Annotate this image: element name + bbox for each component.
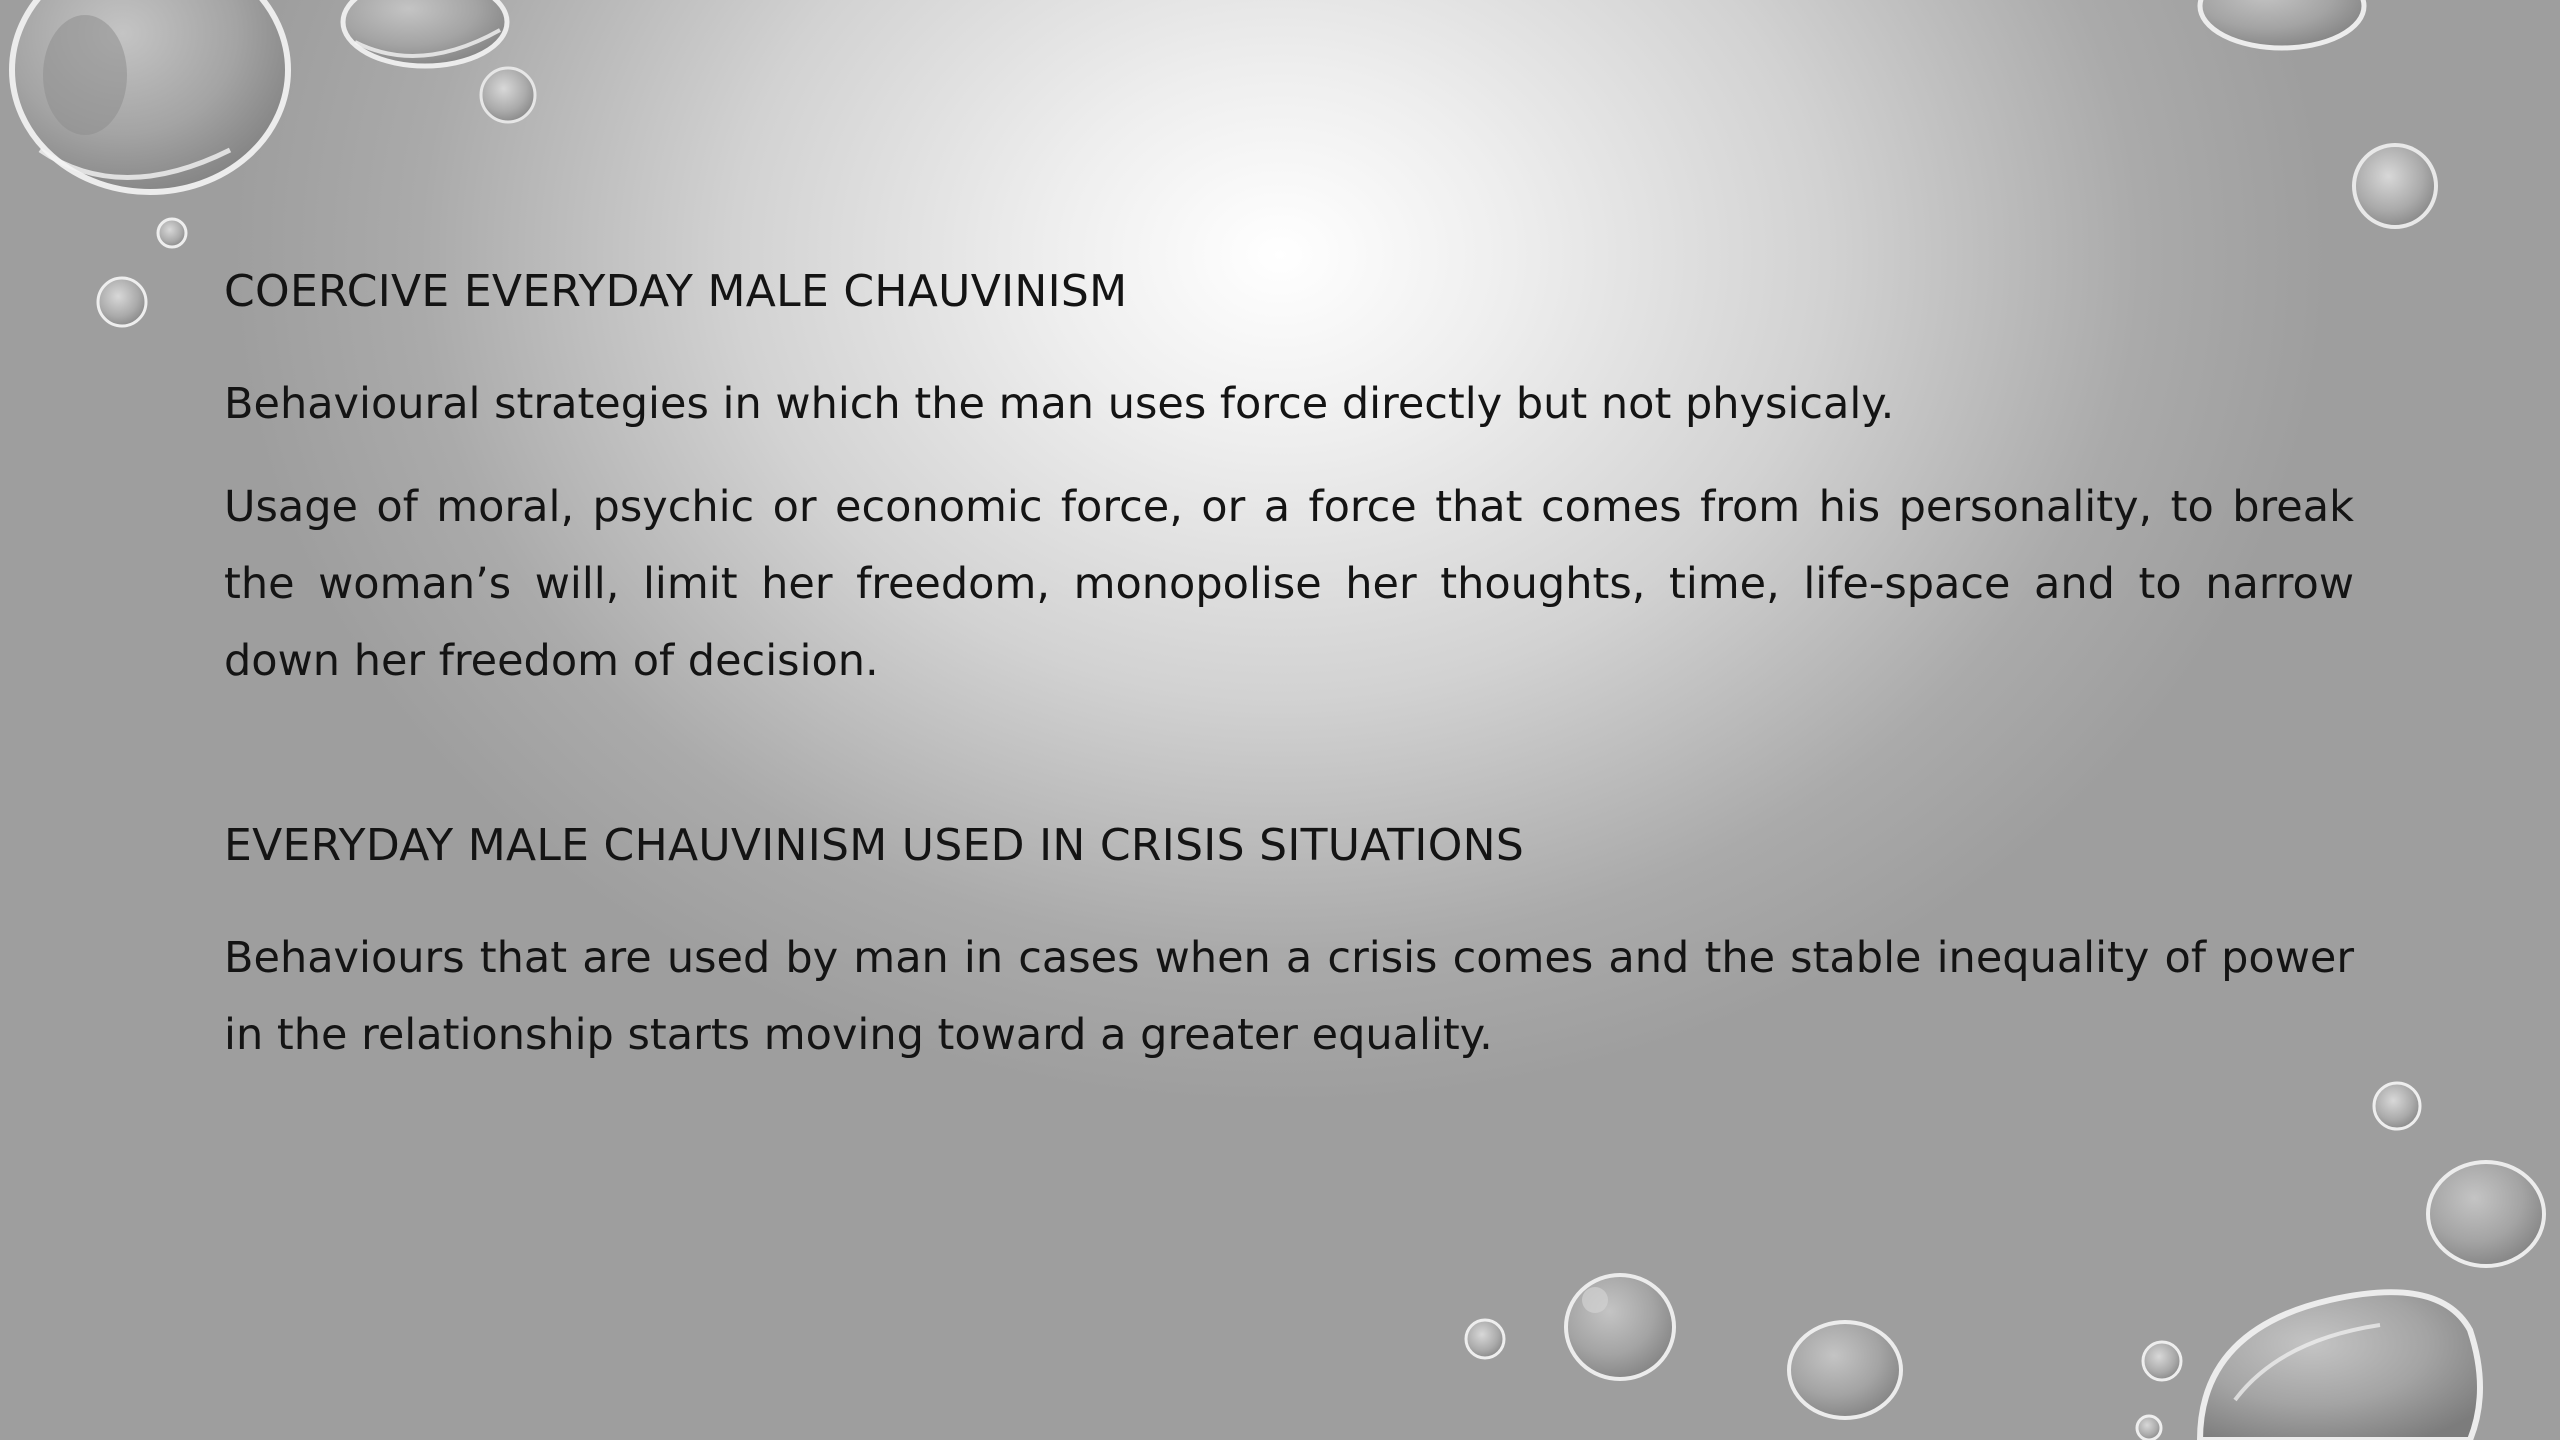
- droplet: [158, 219, 186, 247]
- droplet: [2354, 145, 2436, 227]
- section-paragraph: Behaviours that are used by man in cases when a crisis comes and the stable inequality of power in the relationship starts moving toward a greater equality.: [224, 933, 2354, 1060]
- section-crisis: [224, 816, 2354, 1074]
- section-coercive: [224, 262, 2354, 700]
- droplet: [2200, 1292, 2480, 1440]
- droplet: [12, 0, 288, 192]
- droplet: [2428, 1162, 2544, 1266]
- droplet: [2143, 1342, 2181, 1380]
- section-paragraph: Usage of moral, psychic or economic force, or a force that comes from his personality, to break the woman’s will, limit her freedom, monopolise her thoughts, time, life-space and to narrow down her freedom of decision.: [224, 482, 2354, 686]
- droplet: [1566, 1275, 1674, 1379]
- droplet: [1789, 1322, 1901, 1418]
- section-heading: COERCIVE EVERYDAY MALE CHAUVINISM: [224, 266, 1128, 317]
- droplet: [481, 68, 535, 122]
- droplet: [2374, 1083, 2420, 1129]
- section-paragraph: Behavioural strategies in which the man uses force directly but not physicaly.: [224, 379, 1895, 429]
- droplet: [98, 278, 146, 326]
- droplet: [1466, 1320, 1504, 1358]
- droplet: [2137, 1416, 2161, 1440]
- slide-content: [224, 262, 2354, 1074]
- section-heading: EVERYDAY MALE CHAUVINISM USED IN CRISIS SITUATIONS: [224, 820, 1525, 871]
- droplet: [343, 0, 507, 66]
- droplet: [2200, 0, 2364, 48]
